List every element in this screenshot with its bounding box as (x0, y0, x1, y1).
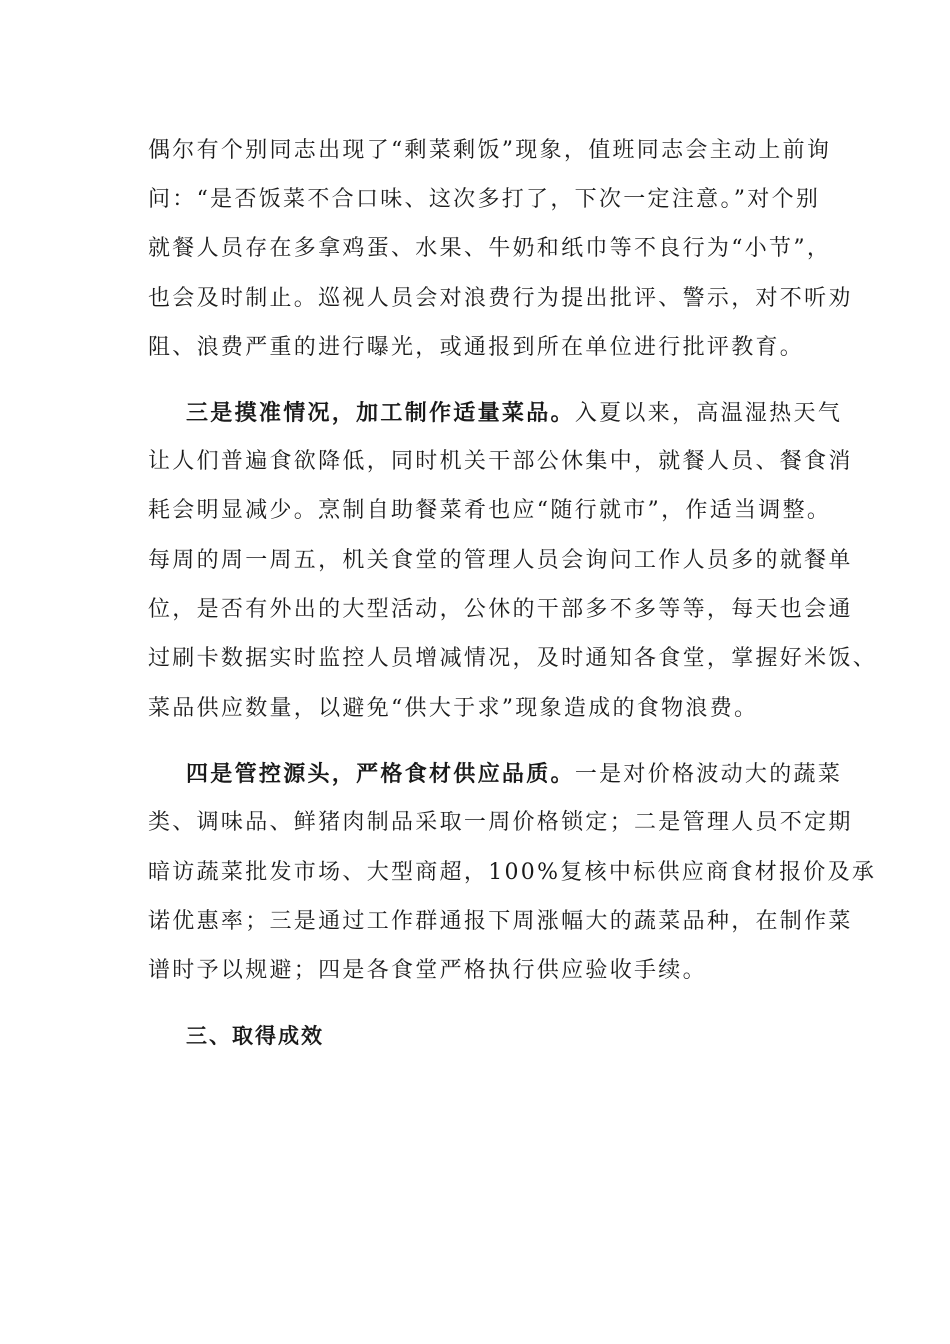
paragraph2-line-3: 耗会明显减少。烹制自助餐菜肴也应“随行就市”，作适当调整。 (148, 498, 832, 523)
paragraph1-line-2: 问：“是否饭菜不合口味、这次多打了，下次一定注意。”对个别 (148, 187, 821, 212)
paragraph2-first-line-rest: 入夏以来，高温湿热天气 (574, 401, 843, 426)
paragraph2-line-2: 让人们普遍食欲降低，同时机关干部公休集中，就餐人员、餐食消 (148, 449, 853, 474)
paragraph3-line-3: 暗访蔬菜批发市场、大型商超，100%复核中标供应商食材报价及承 (148, 860, 877, 885)
paragraph2-line-5: 位，是否有外出的大型活动，公休的干部多不多等等，每天也会通 (148, 597, 853, 622)
paragraph1-line-3: 就餐人员存在多拿鸡蛋、水果、牛奶和纸巾等不良行为“小节”， (148, 236, 832, 261)
paragraph1-line-5: 阻、浪费严重的进行曝光，或通报到所在单位进行批评教育。 (148, 335, 805, 360)
paragraph3-line-1 (186, 759, 842, 790)
paragraph2-line-7: 菜品供应数量，以避免“供大于求”现象造成的食物浪费。 (148, 696, 759, 721)
section-heading: 三、取得成效 (186, 1024, 324, 1048)
paragraph3-lead: 四是管控源头，严格食材供应品质。 (186, 761, 575, 787)
paragraph3-first-line-rest: 一是对价格波动大的蔬菜 (574, 762, 843, 787)
paragraph1-line-4: 也会及时制止。巡视人员会对浪费行为提出批评、警示，对不听劝 (148, 286, 853, 311)
paragraph3-line-4: 诺优惠率；三是通过工作群通报下周涨幅大的蔬菜品种，在制作菜 (148, 909, 853, 934)
paragraph1-line-1: 偶尔有个别同志出现了“剩菜剩饭”现象，值班同志会主动上前询 (148, 138, 832, 163)
paragraph3-line-2: 类、调味品、鲜猪肉制品采取一周价格锁定；二是管理人员不定期 (148, 810, 853, 835)
paragraph2-line-1 (186, 398, 842, 429)
paragraph3-line-5: 谱时予以规避；四是各食堂严格执行供应验收手续。 (148, 958, 707, 983)
paragraph2-line-4: 每周的周一周五，机关食堂的管理人员会询问工作人员多的就餐单 (148, 548, 853, 573)
paragraph2-line-6: 过刷卡数据实时监控人员增减情况，及时通知各食堂，掌握好米饭、 (148, 646, 878, 671)
paragraph2-lead: 三是摸准情况，加工制作适量菜品。 (186, 400, 575, 426)
